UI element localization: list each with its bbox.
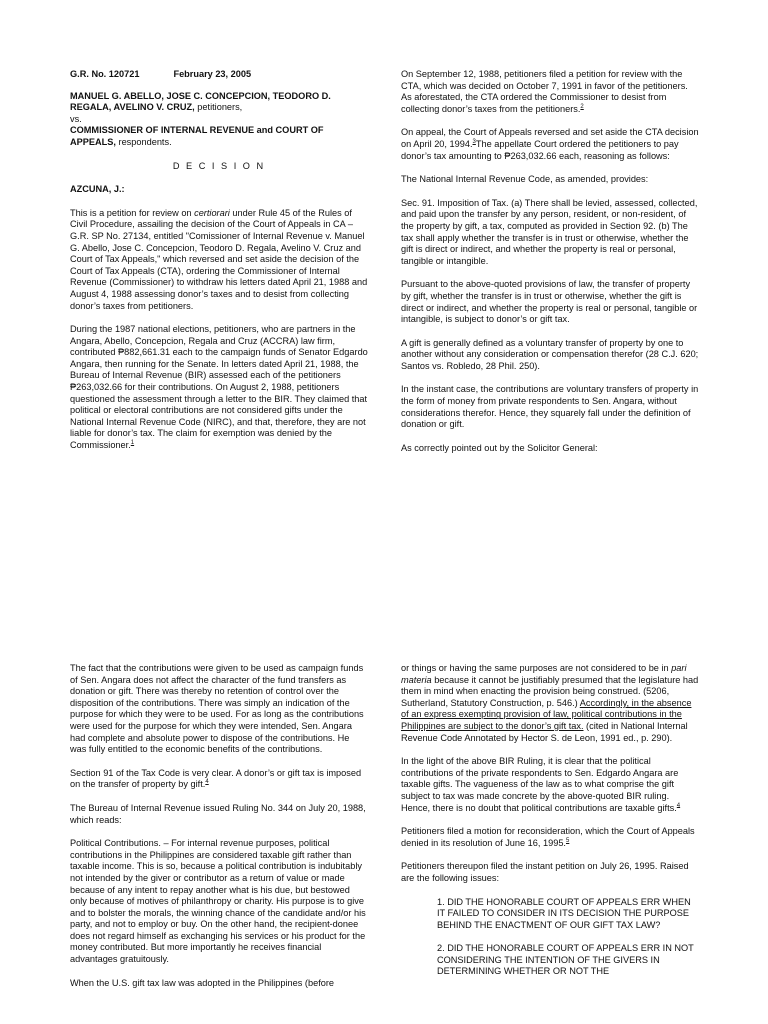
paragraph: or things or having the same purposes are not considered to be in pari materia because it cannot be justifiably presumed that the legislature had them in mind when enacting the provision being construed. (5206, Sutherland, Statutory Construction, p. 546.) Accordingly, in the absence of an express exempting provision of law, political contributions in the Philippines are subject to the donor’s gift tax. (cited in National Internal Revenue Code Annotated by Hector S. de Leon, 1991 ed., p. 290). <box>401 663 699 743</box>
issue-item: 2. DID THE HONORABLE COURT OF APPEALS ERR IN NOT CONSIDERING THE INTENTION OF THE GIVERS IN DETERMINING WHETHER OR NOT THE <box>437 943 694 977</box>
ponente-name: AZCUNA, J.: <box>70 184 125 195</box>
respondents-role: respondents. <box>118 136 172 147</box>
footnote-link[interactable]: 1 <box>130 439 135 446</box>
paragraph: Petitioners thereupon filed the instant petition on July 26, 1995. Raised are the following issues: <box>401 861 689 883</box>
paragraph: As correctly pointed out by the Solicitor General: <box>401 442 598 453</box>
footnote-link[interactable]: 4 <box>205 779 209 786</box>
respondents-names: COMMISSIONER OF INTERNAL REVENUE and COURT OF APPEALS, <box>70 125 324 147</box>
decision-date: February 23, 2005 <box>173 69 252 79</box>
paragraph: In the light of the above BIR Ruling, it is clear that the political contributions of the private respondents to Sen. Edgardo Angara are taxable gifts. The vagueness of the law as to what comprise the gift subject to tax was made concrete by the above-quoted BIR ruling. Hence, there is no doubt that political contributions are taxable gifts.$^4$ <box>401 756 681 813</box>
paragraph: Sec. 91. Imposition of Tax. (a) There shall be levied, assessed, collected, and paid upon the transfer by any person, resident, or non-resident, of the property by gift, a tax, computed as provided in Section 92. (b) The tax shall apply whether the transfer is in trust or otherwise, whether the gift is direct or indirect, and whether the property is real or personal, tangible or intangible. <box>401 197 698 266</box>
paragraph: Pursuant to the above-quoted provisions of law, the transfer of property by gift, whether the transfer is in trust or otherwise, whether the gift is direct or indirect, and whether the property is real or personal, tangible or intangible, is subject to donor’s or gift tax. <box>401 279 698 325</box>
issue-item: 1. DID THE HONORABLE COURT OF APPEALS ERR WHEN IT FAILED TO CONSIDER IN ITS DECISION THE PURPOSE BEHIND THE ENACTMENT OF OUR GIFT TAX LAW? <box>437 896 691 930</box>
decision-heading: D E C I S I O N <box>172 160 266 171</box>
gr-number: G.R. No. 120721 <box>70 69 140 79</box>
column-right-top <box>401 69 699 466</box>
underlined-holding: Accordingly, in the absence of an express exempting provision of law, political contributions in the Philippines are subject to the donor’s gift tax. <box>401 697 692 731</box>
footnote-link[interactable]: 4 <box>676 802 681 809</box>
paragraph: The Bureau of Internal Revenue issued Ruling No. 344 on July 20, 1988, which reads: <box>70 802 366 825</box>
petitioners-names: MANUEL G. ABELLO, JOSE C. CONCEPCION, TEODORO D. REGALA, AVELINO V. CRUZ, <box>70 90 331 113</box>
ponente <box>70 184 368 196</box>
column-left-top <box>70 69 368 464</box>
paragraph: A gift is generally defined as a voluntary transfer of property by one to another without any consideration or compensation therefor (28 C.J. 620; Santos vs. Robledo, 28 Phil. 250). <box>401 337 699 371</box>
paragraph: On appeal, the Court of Appeals reversed and set aside the CTA decision on April 20, 1994.$^3$The appellate Court ordered the petitioners to pay donor’s tax amounting to ₱263,032.66 each, reasoning as follows: <box>401 127 699 161</box>
paragraph: When the U.S. gift tax law was adopted in the Philippines (before <box>70 977 335 988</box>
case-header <box>70 69 368 81</box>
paragraph: Section 91 of the Tax Code is very clear. A donor’s or gift tax is imposed on the transfer of property by gift.$^4$ <box>70 767 362 790</box>
column-left-bottom <box>70 663 368 1001</box>
paragraph: This is a petition for review on certiorari under Rule 45 of the Rules of Civil Procedure, assailing the decision of the Court of Appeals in CA –G.R. SP No. 27134, entitled "Comissioner of Internal Revenue v. Manuel G. Abello, Jose C. Concepcion, Teodoro D. Regala, Avelino V. Cruz and Court of Tax Appeals," which reversed and set aside the decision of the Court of Tax Appeals (CTA), ordering the Commissioner of Internal Revenue (Commissioner) to withdraw his letters dated April 21, 1988 and August 4, 1988 assessing donor’s taxes and to desist from collecting donor’s taxes from petitioners. <box>70 207 368 311</box>
paragraph: During the 1987 national elections, petitioners, who are partners in the Angara, Abello, Concepcion, Regala and Cruz (ACCRA) law firm, contributed ₱882,661.31 each to the campaign funds of Senator Edgardo Angara, then running for the Senate. In letters dated April 21, 1988, the Bureau of Internal Revenue (BIR) assessed each of the petitioners ₱263,032.66 for their contributions. On August 2, 1988, petitioners questioned the assessment through a letter to the BIR. They claimed that political or electoral contributions are not considered gifts under the National Internal Revenue Code (NIRC), and that, therefore, they are not liable for donor’s tax. The claim for exemption was denied by the Commissioner.$^1$ <box>70 324 368 451</box>
paragraph: Petitioners filed a motion for reconsideration, which the Court of Appeals denied in its resolution of June 16, 1995.$^5$ <box>401 826 695 848</box>
footnote-link[interactable]: 2 <box>580 103 584 110</box>
paragraph: Political Contributions. – For internal revenue purposes, political contributions in the Philippines are considered taxable gift rather than taxable income. This is so, because a political contribution is indubitably not intended by the giver or contributor as a return of value or made because of any intent to repay another what is his due, but bestowed only because of motives of philanthropy or charity. His purpose is to give and to bolster the morals, the winning chance of the candidate and/or his party, and not to employ or buy. On the other hand, the recipient-donee does not regard himself as exchanging his services or his product for the money contributed. But more importantly he receives financial advantages gratuitously. <box>70 838 366 965</box>
footnote-link[interactable]: 5 <box>565 837 570 844</box>
footnote-link[interactable]: 3 <box>472 138 476 145</box>
versus: vs. <box>70 113 82 124</box>
parties <box>70 91 368 149</box>
column-right-bottom <box>401 663 699 990</box>
paragraph: The National Internal Revenue Code, as amended, provides: <box>401 174 649 185</box>
petitioners-role: petitioners, <box>197 102 243 113</box>
paragraph: On September 12, 1988, petitioners filed a petition for review with the CTA, which was decided on October 7, 1991 in favor of the petitioners. As aforestated, the CTA ordered the Commissioner to desist from collecting donor’s taxes from the petitioners.$^2$ <box>401 69 688 114</box>
paragraph: In the instant case, the contributions are voluntary transfers of property in the form of money from private respondents to Sen. Angara, without considerations therefor. Hence, they squarely fall under the definition of donation or gift. <box>401 384 699 430</box>
paragraph: The fact that the contributions were given to be used as campaign funds of Sen. Angara does not affect the character of the fund transfers as donation or gift. There was thereby no retention of control over the disposition of the contributions. There was simply an indication of the purpose for which they were to be used. For as long as the contributions were used for the purpose for which they were intended, Sen. Angara had complete and absolute power to dispose of the contributions. He was fully entitled to the economic benefits of the contributions. <box>70 663 364 755</box>
